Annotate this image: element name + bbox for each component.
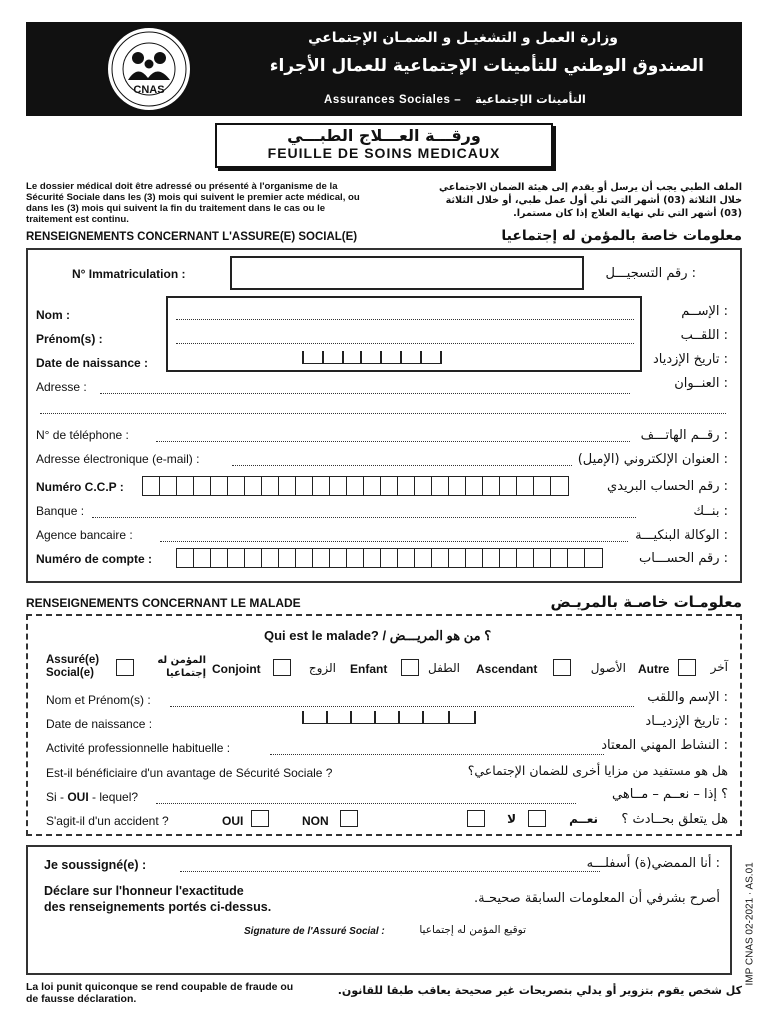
accident-naam-checkbox[interactable] xyxy=(528,810,546,827)
conjoint-label: Conjoint xyxy=(212,662,261,676)
email-label-ar: : العنوان الإلكتروني (الإميل) xyxy=(577,452,728,467)
ccp-label-ar: : رقم الحساب البريدي xyxy=(607,479,728,494)
cnas-logo xyxy=(106,26,192,112)
patient-name-label-ar: : الإسم واللقب xyxy=(647,690,728,705)
compte-label: Numéro de compte : xyxy=(36,552,153,566)
tel-field[interactable] xyxy=(156,428,630,442)
lequel-pre: Si - xyxy=(46,790,68,804)
dob-field[interactable] xyxy=(302,350,442,364)
assurances-fr: Assurances Sociales – xyxy=(324,94,462,106)
accident-oui-checkbox[interactable] xyxy=(251,810,269,827)
agence-label: Agence bancaire : xyxy=(36,528,133,542)
compte-field[interactable] xyxy=(176,548,603,568)
banque-field[interactable] xyxy=(92,504,636,518)
dob-label: Date de naissance : xyxy=(36,356,149,370)
footer-ar: كل شخص يقوم بتزوير أو يدلي بتصريحات غير صحيحة يعاقب طبقا للقانون. xyxy=(337,984,742,997)
compte-label-ar: : رقم الحســـاب xyxy=(639,551,728,566)
lequel-label-ar: ؟ إذا – نعــم – مــاهي xyxy=(612,787,728,802)
patient-dob-field[interactable] xyxy=(302,710,476,724)
accident-label: S'agit-il d'un accident ? xyxy=(46,814,169,828)
conjoint-checkbox[interactable] xyxy=(273,659,291,676)
lequel-field[interactable] xyxy=(156,790,576,804)
accident-oui-label: OUI xyxy=(222,814,244,828)
ccp-label: Numéro C.C.P : xyxy=(36,480,124,494)
declare-line-2: des renseignements portés ci-dessus. xyxy=(44,900,272,914)
patient-question: Qui est le malade? / ؟ من هو المريـــض xyxy=(264,628,492,643)
beneficiaire-label: Est-il bénéficiaire d'un avantage de Sécurité Sociale ? xyxy=(46,766,333,780)
tel-label-ar: : رقــم الهاتـــف xyxy=(640,428,728,443)
accident-non-label: NON xyxy=(302,814,329,828)
title-fr: FEUILLE DE SOINS MEDICAUX xyxy=(267,145,501,161)
adresse-label-ar: : العنــوان xyxy=(674,376,728,391)
adresse-label: Adresse : xyxy=(36,380,87,394)
patient-name-label: Nom et Prénom(s) : xyxy=(46,693,151,707)
agence-label-ar: : الوكالة البنكيـــة xyxy=(635,528,728,543)
accident-la-label: لا xyxy=(507,812,516,826)
adresse-field-2[interactable] xyxy=(40,402,726,414)
immat-label: N° Immatriculation : xyxy=(72,267,186,281)
nom-label: Nom : xyxy=(36,308,70,322)
accident-non-checkbox[interactable] xyxy=(340,810,358,827)
title-ar: ورقـــة العـــلاج الطبـــي xyxy=(287,126,481,145)
assure-label-ar: المؤمن له إجتماعيا xyxy=(157,655,206,679)
ascendant-label: Ascendant xyxy=(476,662,538,676)
accident-label-ar: هل يتعلق بحــادث ؟ xyxy=(621,812,728,827)
prenom-label-ar: : اللقــب xyxy=(680,328,728,343)
assure-label: Assuré(e) Social(e) xyxy=(46,654,100,679)
ascendant-checkbox[interactable] xyxy=(553,659,571,676)
soussigne-label: Je soussigné(e) : xyxy=(44,858,147,872)
soussigne-field[interactable] xyxy=(180,858,600,872)
immat-label-ar: : رقم التسجيـــل xyxy=(605,266,696,281)
ministry-title: وزارة العمل و التشغيـل و الضمـان الإجتماعي xyxy=(308,30,618,46)
banque-label: Banque : xyxy=(36,504,85,518)
agence-field[interactable] xyxy=(160,528,628,542)
fund-title: الصندوق الوطني للتأمينات الإجتماعية للعمال الأجراء xyxy=(269,56,704,76)
accident-naam-label: نعــم xyxy=(569,812,598,826)
lequel-post: - lequel? xyxy=(88,790,139,804)
autre-label-ar: آخر xyxy=(710,660,728,674)
conjoint-label-ar: الزوج xyxy=(308,661,336,675)
section1-title-ar: معلومات خاصة بالمؤمن له إجتماعيا xyxy=(501,228,742,244)
section2-title-ar: معلومـات خاصـة بالمريـض xyxy=(550,593,742,611)
email-label: Adresse électronique (e-mail) : xyxy=(36,452,200,466)
email-field[interactable] xyxy=(232,452,572,466)
form-title-box xyxy=(215,123,553,168)
activite-label-ar: : النشاط المهني المعتاد xyxy=(601,738,728,753)
logo-text: CNAS xyxy=(133,84,165,96)
declare-ar: أصرح بشرفي أن المعلومات السابقة صحيحـة. xyxy=(474,891,720,906)
declare-line-1: Déclare sur l'honneur l'exactitude xyxy=(44,884,244,898)
activite-label: Activité professionnelle habituelle : xyxy=(46,741,231,755)
beneficiaire-label-ar: هل هو مستفيد من مزايا أخرى للضمان الإجتماعي؟ xyxy=(467,763,728,778)
intro-ar: الملف الطبي يجب أن يرسل أو يقدم إلى هيئة الضمان الاجتماعي خلال الثلاثة (03) أشهر التي تلي أول عمل طبي، أو خلال الثلاثة (03) أشهر التي تلي نهاية العلاج إذا كان مستمرا. xyxy=(439,182,742,219)
ascendant-label-ar: الأصول xyxy=(590,661,626,675)
autre-label: Autre xyxy=(638,662,670,676)
ccp-field[interactable] xyxy=(142,476,569,496)
footer-fr: La loi punit quiconque se rend coupable de fraude ou de fausse déclaration. xyxy=(26,981,294,1005)
lequel-oui: OUI xyxy=(67,790,89,804)
enfant-label: Enfant xyxy=(350,662,388,676)
banque-label-ar: : بنــك xyxy=(693,504,728,519)
nom-label-ar: : الإســم xyxy=(681,304,728,319)
assurances-sociales xyxy=(324,92,586,106)
signature-label-ar: توقيع المؤمن له إجتماعيا xyxy=(419,924,526,936)
form-code: IMP CNAS 02-2021 · AS.01 xyxy=(744,862,756,986)
patient-dob-label-ar: : تاريخ الإزديــاد xyxy=(645,714,728,729)
prenom-field[interactable] xyxy=(176,330,634,344)
patient-name-field[interactable] xyxy=(170,693,634,707)
prenom-label: Prénom(s) : xyxy=(36,332,103,346)
intro-fr: Le dossier médical doit être adressé ou présenté à l'organisme de la Sécurité Sociale dans les (3) mois qui suivent le premier acte médical, ou dans les (3) mois qui suivent la fin du traitement dans le cas ou le traitement est continu. xyxy=(26,181,360,225)
assure-checkbox[interactable] xyxy=(116,659,134,676)
dob-label-ar: : تاريخ الإزدياد xyxy=(653,352,728,367)
accident-la-checkbox[interactable] xyxy=(467,810,485,827)
nom-field[interactable] xyxy=(176,306,634,320)
enfant-label-ar: الطفل xyxy=(428,661,460,675)
tel-label: N° de téléphone : xyxy=(36,428,129,442)
assurances-ar: التأمينات الإجتماعية xyxy=(475,92,586,106)
lequel-label xyxy=(46,790,138,804)
patient-dob-label: Date de naissance : xyxy=(46,717,153,731)
autre-checkbox[interactable] xyxy=(678,659,696,676)
soussigne-label-ar: : أنا الممضي(ة) أسفلـــه xyxy=(586,856,720,871)
section1-title-fr: RENSEIGNEMENTS CONCERNANT L'ASSURE(E) SOCIAL(E) xyxy=(26,231,358,243)
enfant-checkbox[interactable] xyxy=(401,659,419,676)
activite-field[interactable] xyxy=(270,741,604,755)
adresse-field-1[interactable] xyxy=(100,380,630,394)
immat-field[interactable] xyxy=(230,256,584,290)
section2-title-fr: RENSEIGNEMENTS CONCERNANT LE MALADE xyxy=(26,596,301,610)
signature-label: Signature de l'Assuré Social : xyxy=(244,926,385,937)
signature-area[interactable] xyxy=(244,942,544,970)
